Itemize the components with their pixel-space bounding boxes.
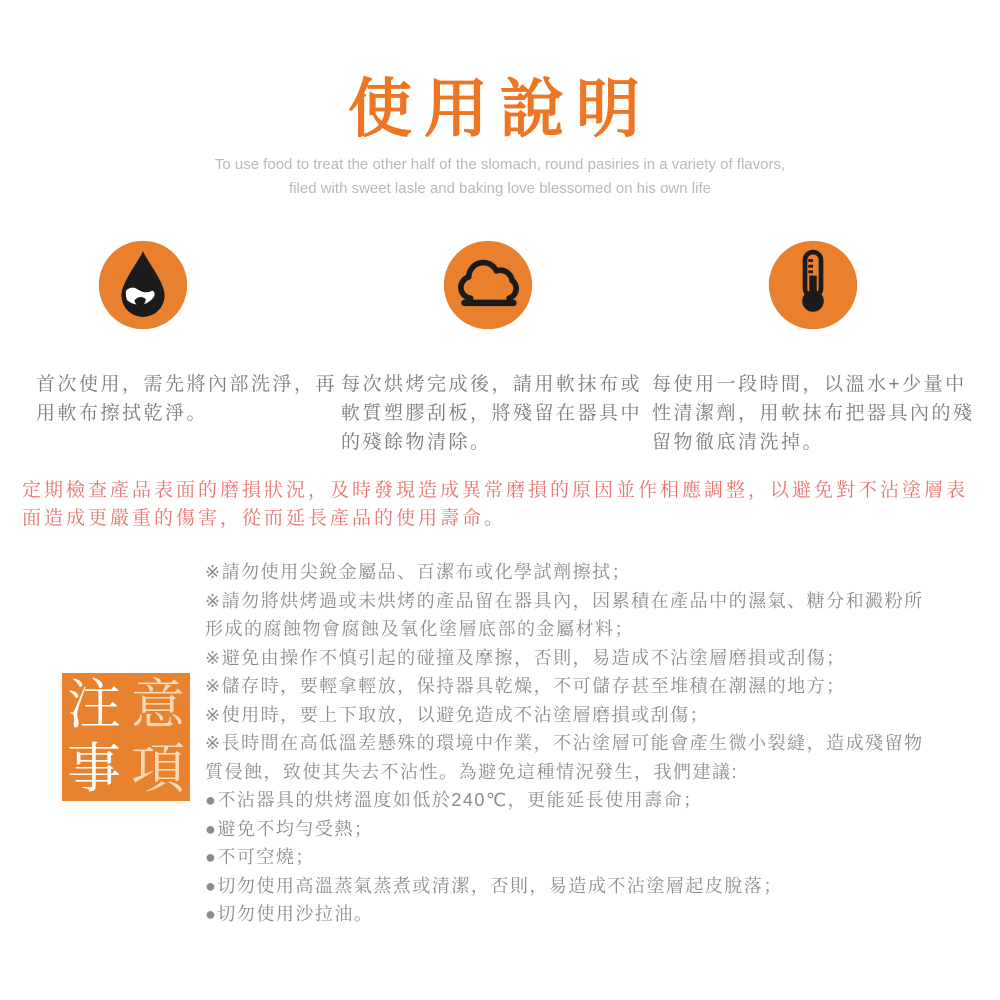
- care-step-text-3: 每使用一段時間，以溫水+少量中性清潔劑，用軟抹布把器具內的殘留物徹底清洗掉。: [652, 374, 975, 453]
- notice-label-char-3: 事: [67, 739, 121, 799]
- subtitle-line-2: filed with sweet lasle and baking love blessomed on his own life: [289, 180, 711, 197]
- water-drop-icon: [96, 238, 190, 332]
- notice-list: [205, 558, 933, 929]
- notice-label-block: [62, 673, 190, 801]
- page-title: 使用說明: [348, 73, 652, 145]
- notice-item: ※請勿使用尖銳金屬品、百潔布或化學試劑擦拭；: [205, 562, 632, 582]
- notice-item: ※請勿將烘烤過或未烘烤的產品留在器具內，因累積在產品中的濕氣、糖分和澱粉所形成的腐蝕物會腐蝕及氧化塗層底部的金屬材料；: [205, 590, 924, 639]
- cloud-icon: [441, 238, 535, 332]
- page-subtitle: [0, 153, 1000, 201]
- subtitle-line-1: To use food to treat the other half of the slomach, round pasiries in a variety of flavors,: [214, 156, 786, 173]
- care-step-text-2: 每次烘烤完成後，請用軟抹布或軟質塑膠刮板，將殘留在器具中的殘餘物清除。: [341, 374, 643, 453]
- notice-label-char-1: 注: [67, 675, 121, 735]
- notice-label-char-4: 項: [131, 739, 185, 799]
- warning-text: 定期檢查產品表面的磨損狀況，及時發現造成異常磨損的原因並作相應調整，以避免對不沾塗層表面造成更嚴重的傷害，從而延長產品的使用壽命。: [22, 480, 969, 529]
- thermometer-icon: [766, 238, 860, 332]
- notice-item: ※長時間在高低溫差懸殊的環境中作業，不沾塗層可能會產生微小裂縫，造成殘留物質侵蝕，致使其失去不沾性。為避免這種情況發生，我們建議:: [205, 733, 924, 782]
- notice-item: ※儲存時，要輕拿輕放，保持器具乾燥，不可儲存甚至堆積在潮濕的地方；: [205, 676, 846, 696]
- notice-suggestion: ●切勿使用沙拉油。: [205, 904, 374, 924]
- notice-suggestion: ●避免不均勻受熱；: [205, 818, 374, 839]
- notice-suggestion: ●不可空燒；: [205, 847, 315, 867]
- notice-label-char-2: 意: [131, 675, 185, 735]
- notice-item: ※使用時，要上下取放，以避免造成不沾塗層磨損或刮傷；: [205, 704, 710, 725]
- notice-suggestion: ●不沾器具的烘烤溫度如低於240℃，更能延長使用壽命；: [205, 790, 703, 810]
- notice-item: ※避免由操作不慎引起的碰撞及摩擦，否則，易造成不沾塗層磨損或刮傷；: [205, 647, 846, 668]
- care-step-text-1: 首次使用，需先將內部洗淨，再用軟布擦拭乾淨。: [36, 374, 338, 424]
- notice-suggestion: ●切勿使用高溫蒸氣蒸煮或清潔，否則，易造成不沾塗層起皮脫落；: [205, 875, 783, 896]
